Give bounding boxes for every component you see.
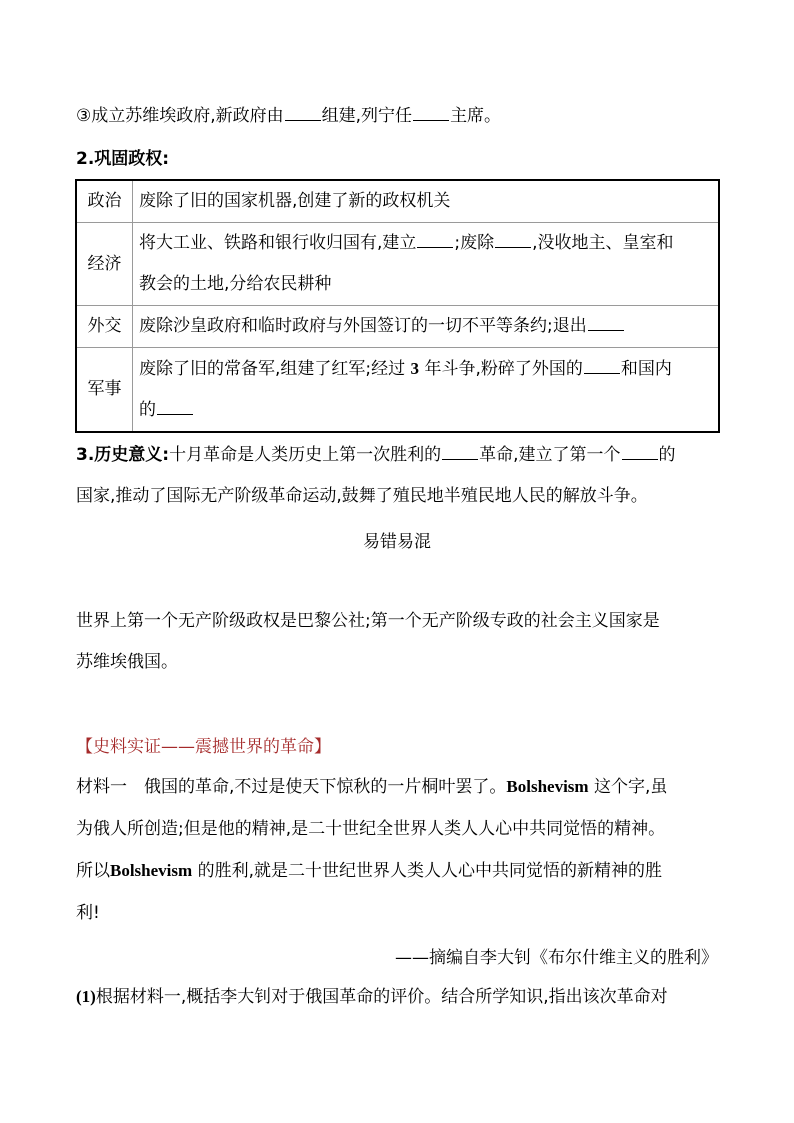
section3-line1: 3.历史意义:十月革命是人类历史上第一次胜利的 革命,建立了第一个 的 — [76, 445, 676, 465]
material1-line1: 材料一 俄国的革命,不过是使天下惊秋的一片桐叶罢了。Bolshevism 这个字,虽 — [76, 777, 668, 797]
confusion-title: 易错易混 — [363, 532, 431, 552]
material1-line2: 为俄人所创造;但是他的精神,是二十世纪全世界人类人人心中共同觉悟的精神。 — [76, 819, 666, 839]
table-row — [76, 223, 719, 306]
answer-blank[interactable] — [157, 398, 193, 415]
question1-line: (1)根据材料一,概括李大钊对于俄国革命的评价。结合所学知识,指出该次革命对 — [76, 987, 668, 1007]
section2-title: 2.巩固政权: — [76, 149, 170, 169]
answer-blank[interactable] — [588, 314, 624, 331]
category-cell: 军事 — [76, 348, 133, 433]
answer-blank[interactable] — [584, 357, 620, 374]
table-row — [76, 180, 719, 223]
content-cell: 废除沙皇政府和临时政府与外国签订的一切不平等条约;退出 — [133, 306, 720, 348]
table-row — [76, 306, 719, 348]
content-cell: 废除了旧的国家机器,创建了新的政权机关 — [133, 180, 720, 223]
answer-blank[interactable] — [413, 104, 449, 121]
confusion-line1: 世界上第一个无产阶级政权是巴黎公社;第一个无产阶级专政的社会主义国家是 — [76, 611, 660, 631]
content-cell: 将大工业、铁路和银行收归国有,建立 ;废除 ,没收地主、皇室和 教会的土地,分给农民耕种 — [133, 223, 720, 306]
evidence-title: 【史料实证——震撼世界的革命】 — [76, 737, 331, 757]
answer-blank[interactable] — [622, 443, 658, 460]
answer-blank[interactable] — [285, 104, 321, 121]
answer-blank[interactable] — [495, 231, 531, 248]
category-cell: 经济 — [76, 223, 133, 306]
answer-blank[interactable] — [417, 231, 453, 248]
material1-source: ——摘编自李大钊《布尔什维主义的胜利》 — [395, 948, 718, 968]
q3-line: ③成立苏维埃政府,新政府由 组建,列宁任 主席。 — [76, 106, 502, 126]
confusion-line2: 苏维埃俄国。 — [76, 652, 178, 672]
policy-table — [75, 179, 720, 433]
answer-blank[interactable] — [442, 443, 478, 460]
table-row — [76, 348, 719, 433]
category-cell: 外交 — [76, 306, 133, 348]
section3-line2: 国家,推动了国际无产阶级革命运动,鼓舞了殖民地半殖民地人民的解放斗争。 — [76, 486, 648, 506]
material1-line4: 利! — [76, 903, 100, 923]
category-cell: 政治 — [76, 180, 133, 223]
content-cell: 废除了旧的常备军,组建了红军;经过 3 年斗争,粉碎了外国的 和国内 的 — [133, 348, 720, 433]
material1-line3: 所以Bolshevism 的胜利,就是二十世纪世界人类人人心中共同觉悟的新精神的胜 — [76, 861, 662, 881]
